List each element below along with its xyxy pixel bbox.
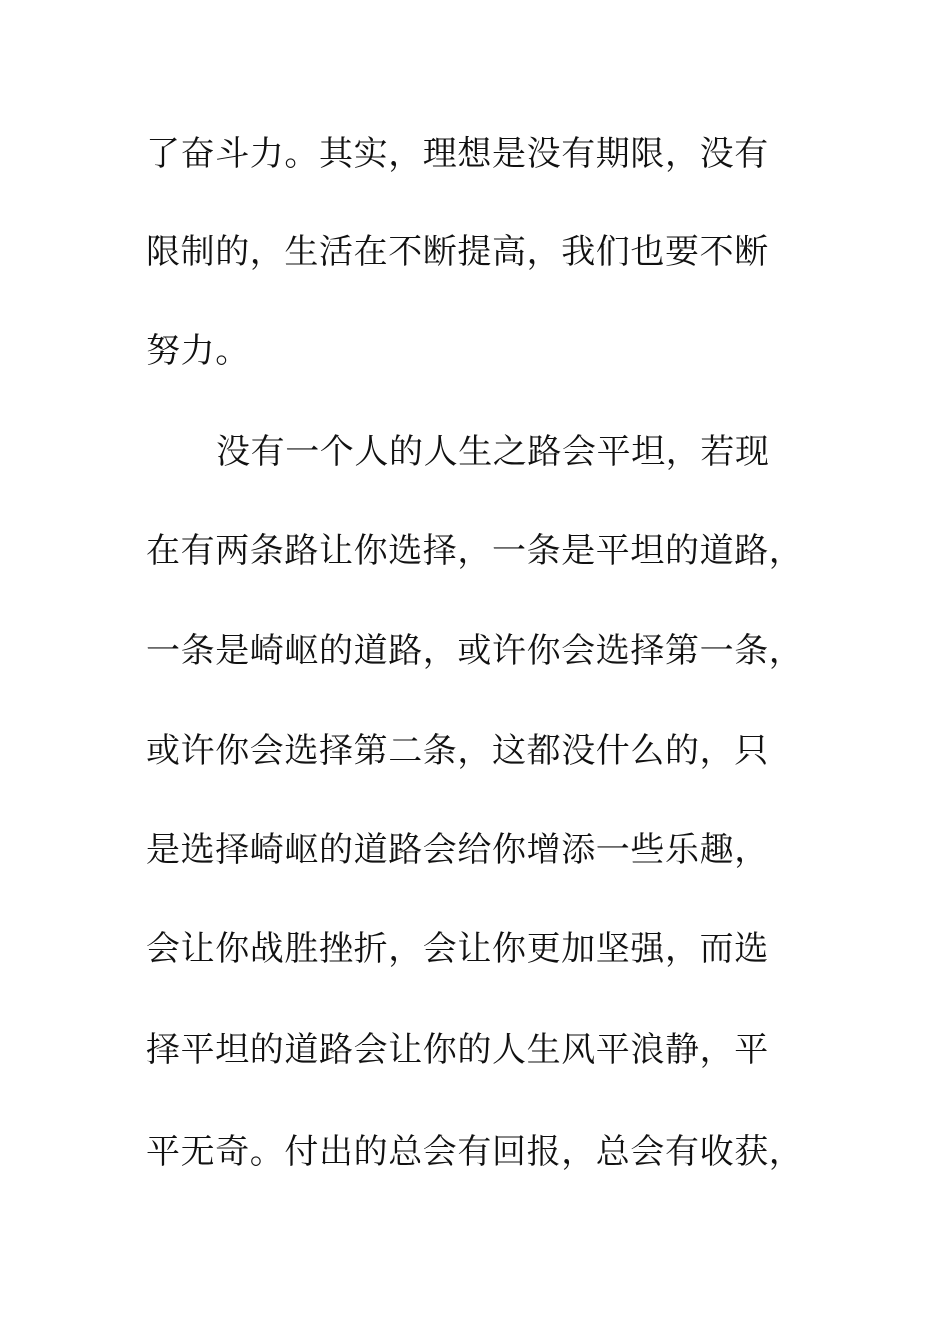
- text-line-9: 会让你战胜挫折，会让你更加坚强，而选: [146, 929, 769, 969]
- text-line-7: 或许你会选择第二条，这都没什么的，只: [146, 731, 769, 771]
- text-line-1: 了奋斗力。其实，理想是没有期限，没有: [146, 134, 769, 174]
- text-line-6: 一条是崎岖的道路，或许你会选择第一条，: [146, 631, 804, 671]
- text-line-4: 没有一个人的人生之路会平坦，若现: [216, 432, 770, 472]
- text-line-8: 是选择崎岖的道路会给你增添一些乐趣，: [146, 830, 769, 870]
- text-line-3: 努力。: [146, 331, 250, 371]
- text-line-2: 限制的，生活在不断提高，我们也要不断: [146, 232, 769, 272]
- text-line-11: 平无奇。付出的总会有回报，总会有收获，: [146, 1132, 804, 1172]
- text-line-5: 在有两条路让你选择，一条是平坦的道路，: [146, 531, 804, 571]
- text-line-10: 择平坦的道路会让你的人生风平浪静，平: [146, 1030, 769, 1070]
